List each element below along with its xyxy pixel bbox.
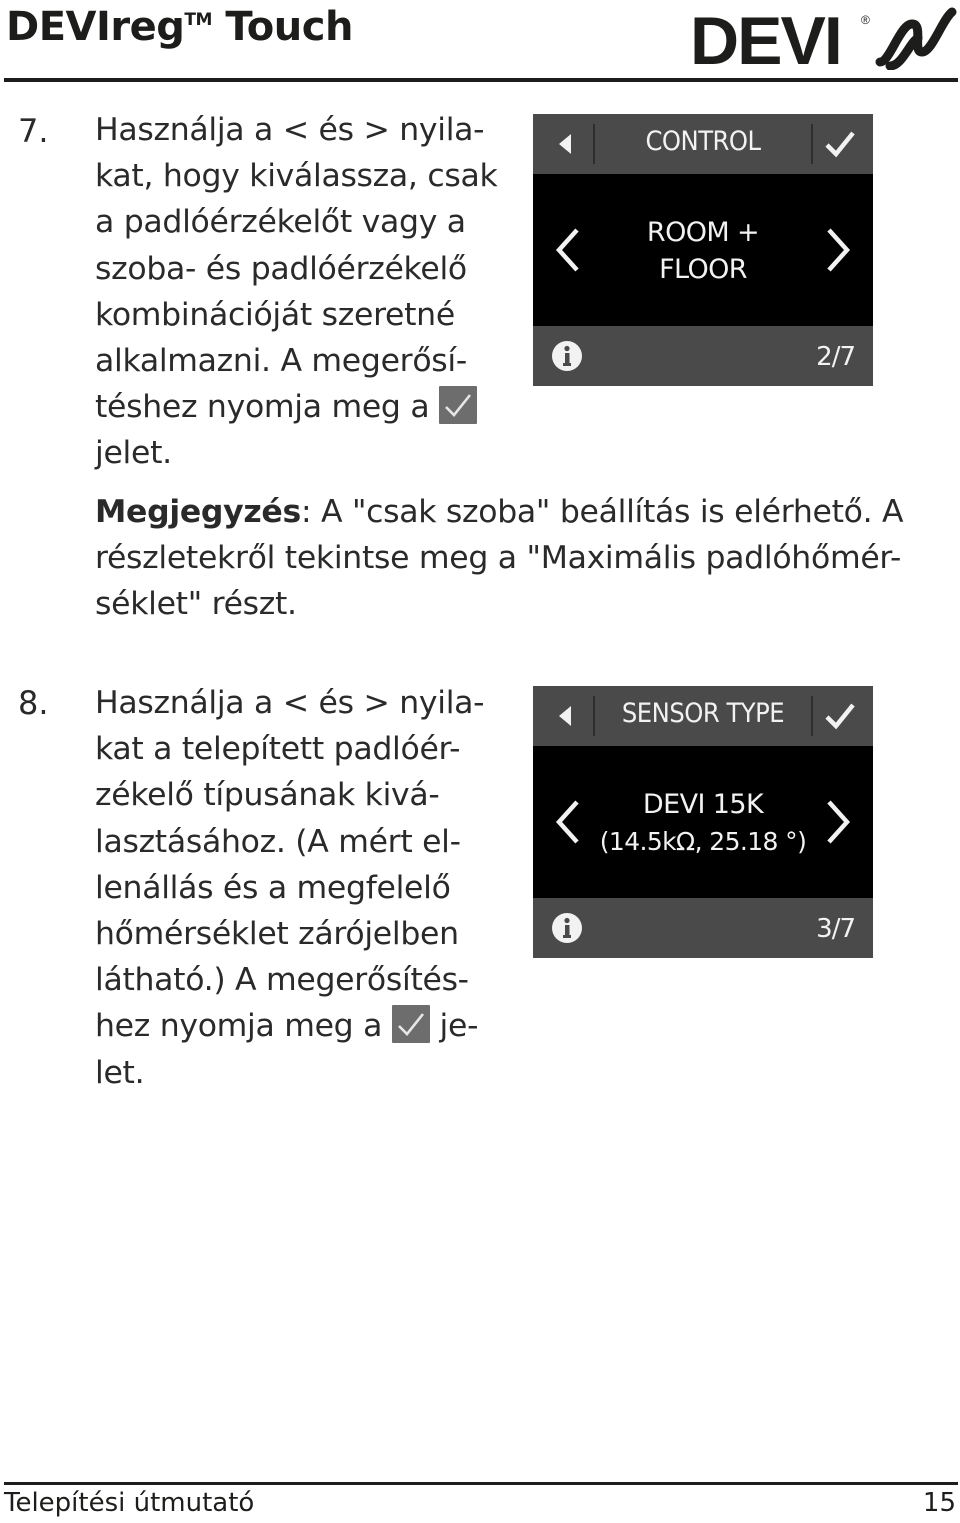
logo-registered-mark: ® [861, 13, 870, 27]
step-8-text [95, 680, 484, 1096]
step-7-line: a padlóérzékelőt vagy a [95, 204, 466, 241]
step-8-line: hőmérséklet zárójelben [95, 916, 459, 953]
step-7-line: kat, hogy kiválassza, csak [95, 158, 498, 195]
chevron-right-icon[interactable] [825, 226, 853, 274]
chevron-left-icon[interactable] [553, 226, 581, 274]
step-7-line: jelet. [95, 435, 172, 472]
step-8-line: zékelő típusának kivá- [95, 777, 440, 814]
step-8-line-text: hez nyomja meg a [95, 1008, 383, 1045]
thermostat-screen-control [533, 114, 873, 386]
note-line-text: : A "csak szoba" beállítás is elérhető. A [300, 494, 904, 530]
step-7-line: Használja a < és > nyila- [95, 112, 485, 148]
step-8-line: let. [95, 1054, 145, 1091]
step-8-line: látható.) A megerősítés- [95, 962, 469, 999]
trademark-mark: TM [184, 10, 212, 30]
back-arrow-icon[interactable] [555, 132, 575, 156]
screen-divider [811, 124, 813, 164]
devi-logo [690, 4, 958, 70]
step-7-text [95, 107, 497, 477]
step-8-line: Használja a < és > nyila- [95, 685, 485, 721]
devi-wave-icon [880, 12, 952, 66]
info-icon[interactable] [551, 912, 583, 944]
document-title [6, 4, 353, 50]
note-paragraph [95, 489, 903, 627]
step-8-line-text: je- [439, 1008, 479, 1045]
screen-value-line: FLOOR [659, 254, 747, 285]
chevron-right-icon[interactable] [825, 798, 853, 846]
checkmark-icon[interactable] [823, 128, 857, 160]
note-line: séklet" részt. [95, 586, 297, 622]
step-7-line: kombinációját szeretné [95, 296, 455, 333]
screen-title: SENSOR TYPE [621, 698, 785, 729]
screen-page-indicator: 2/7 [816, 342, 855, 372]
step-8-line: lenállás és a megfelelő [95, 869, 451, 906]
note-label: Megjegyzés [95, 494, 301, 530]
product-name: DEVIreg [6, 4, 185, 50]
checkmark-icon[interactable] [823, 700, 857, 732]
step-7-line: szoba- és padlóérzékelő [95, 250, 467, 287]
page-number: 15 [922, 1488, 956, 1518]
logo-text: DEVI [690, 4, 841, 70]
info-icon[interactable] [551, 340, 583, 372]
step-7-line [95, 384, 497, 430]
screen-title: CONTROL [645, 126, 761, 157]
footer-rule [4, 1482, 958, 1485]
screen-value [583, 214, 823, 288]
screen-value-line: ROOM + [646, 217, 760, 248]
step-8-line [95, 1003, 484, 1049]
thermostat-screen-sensor-type [533, 686, 873, 958]
confirm-checkmark-icon [439, 386, 477, 424]
step-8-number: 8. [18, 684, 49, 722]
step-7-line: alkalmazni. A megerősí- [95, 343, 467, 380]
screen-value [573, 786, 833, 860]
step-7-line-text: téshez nyomja meg a [95, 389, 430, 426]
back-arrow-icon[interactable] [555, 704, 575, 728]
confirm-checkmark-icon [392, 1005, 430, 1043]
header-rule [4, 78, 958, 82]
note-line [95, 489, 903, 535]
note-line: részletekről tekintse meg a "Maximális padlóhőmér- [95, 540, 902, 576]
product-name-suffix: Touch [225, 4, 353, 50]
step-8-line: lasztásához. (A mért el- [95, 823, 461, 860]
screen-value-line: (14.5kΩ, 25.18 °) [599, 827, 807, 856]
screen-page-indicator: 3/7 [816, 914, 855, 944]
footer-title: Telepítési útmutató [4, 1488, 255, 1518]
screen-divider [811, 696, 813, 736]
screen-value-line: DEVI 15K [642, 789, 764, 820]
step-7-number: 7. [18, 112, 49, 150]
step-8-line: kat a telepített padlóér- [95, 731, 461, 768]
